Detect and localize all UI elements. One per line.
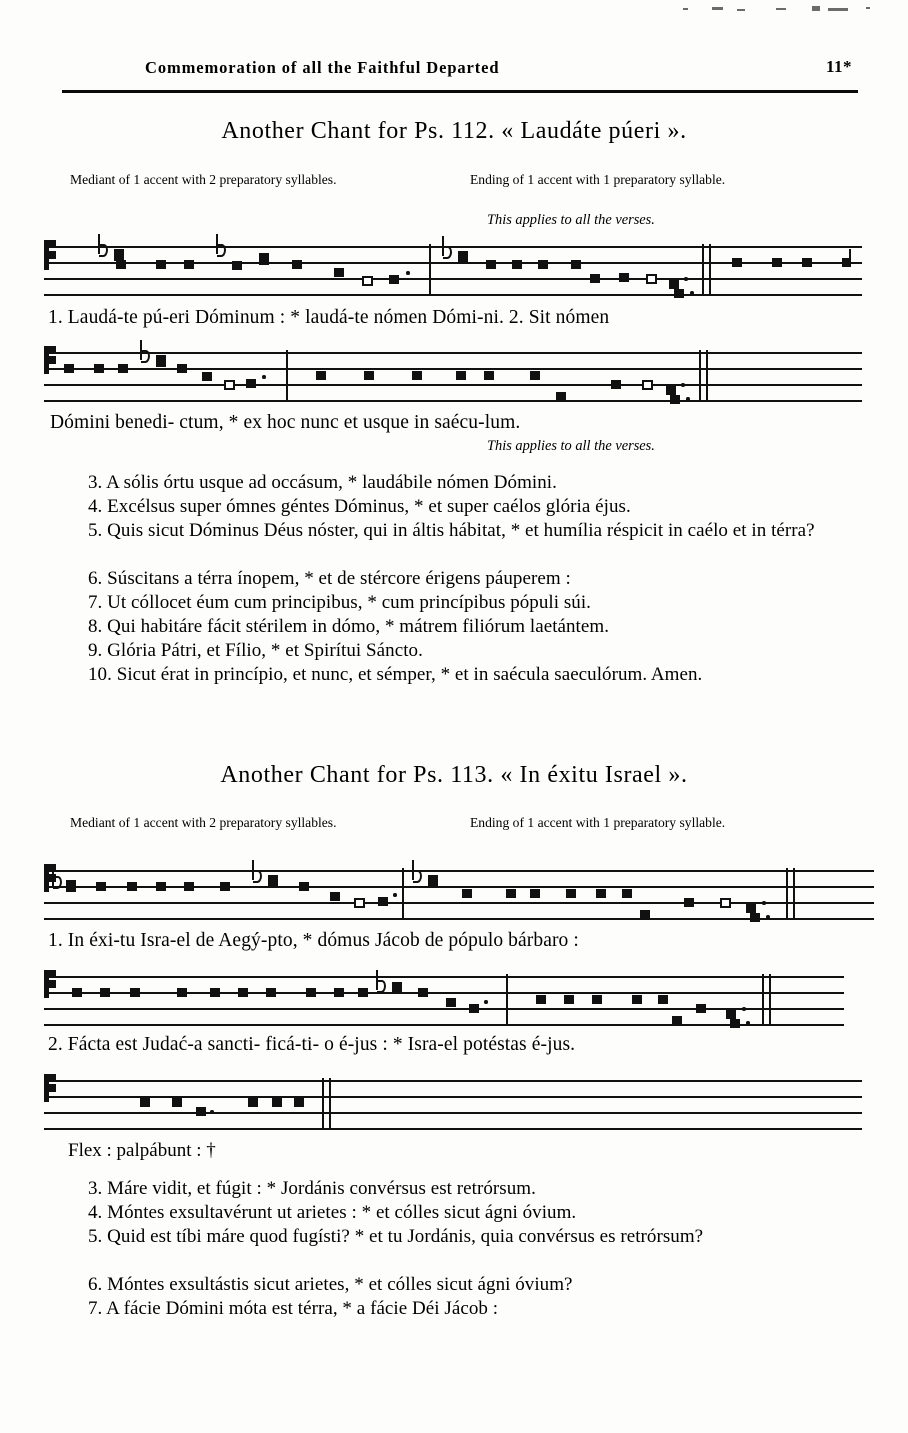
neume-punctum bbox=[536, 995, 546, 1004]
neume-punctum bbox=[184, 882, 194, 891]
punctum-mora-dot bbox=[210, 1110, 214, 1114]
neume-punctum bbox=[658, 995, 668, 1004]
staff-line bbox=[44, 1080, 862, 1082]
neume-punctum bbox=[64, 364, 74, 373]
staff-line bbox=[44, 870, 874, 872]
punctum-mora-dot bbox=[393, 893, 397, 897]
chant-text-ps112-line2: Dómini benedi- ctum, * ex hoc nunc et usque in saécu-lum. bbox=[50, 412, 521, 433]
neume-punctum bbox=[684, 898, 694, 907]
neume-punctum bbox=[358, 988, 368, 997]
page-number: 11* bbox=[825, 57, 852, 76]
barline-divisio bbox=[286, 350, 288, 402]
neume-punctum bbox=[458, 251, 468, 263]
barline-divisio bbox=[506, 974, 508, 1026]
neume-punctum bbox=[246, 379, 256, 388]
staff-line bbox=[44, 400, 862, 402]
neume-punctum bbox=[802, 258, 812, 267]
neume-punctum bbox=[596, 889, 606, 898]
neume-punctum bbox=[622, 889, 632, 898]
neume-punctum bbox=[238, 988, 248, 997]
running-header bbox=[60, 58, 860, 88]
neume-punctum bbox=[772, 258, 782, 267]
psalm-verse: 10. Sicut érat in princípio, et nunc, et sémper, * et in saécula saeculórum. Amen. bbox=[88, 664, 703, 685]
neume-punctum bbox=[611, 380, 621, 389]
neume-punctum bbox=[556, 392, 566, 401]
scan-speckle bbox=[866, 7, 870, 9]
neume-punctum bbox=[392, 982, 402, 994]
staff-line bbox=[44, 246, 862, 248]
neume-punctum bbox=[378, 897, 388, 906]
flat-sign-icon bbox=[140, 340, 148, 360]
chant-staff-2 bbox=[44, 344, 862, 406]
neume-punctum bbox=[156, 355, 166, 367]
psalm-verse: 8. Qui habitáre fácit stérilem in dómo, * mátrem filiórum laetántem. bbox=[88, 616, 609, 637]
psalm-verse: 7. A fácie Dómini móta est térra, * a fácie Déi Jácob : bbox=[88, 1298, 499, 1319]
double-barline bbox=[706, 350, 708, 402]
page-title: Commemoration of all the Faithful Departed bbox=[145, 58, 500, 77]
neume-punctum bbox=[184, 260, 194, 269]
psalm-verse: 6. Súscitans a térra ínopem, * et de stércore érigens páuperem : bbox=[88, 568, 571, 589]
staff-line bbox=[44, 384, 862, 386]
neume-punctum bbox=[96, 882, 106, 891]
punctum-mora-dot bbox=[684, 277, 688, 281]
neume-punctum bbox=[512, 260, 522, 269]
neume-punctum bbox=[316, 371, 326, 380]
psalm-verse: 5. Quis sicut Dóminus Déus nóster, qui in áltis hábitat, * et humília réspicit in caélo et in térra? bbox=[88, 520, 815, 541]
applies-note-ps112-a: This applies to all the verses. bbox=[487, 212, 655, 228]
psalm-verse: 5. Quid est tíbi máre quod fugísti? * et tu Jordánis, quia convérsus es retrórsum? bbox=[88, 1226, 704, 1247]
chant-staff-4 bbox=[44, 968, 844, 1030]
neume-punctum bbox=[177, 364, 187, 373]
neume-punctum bbox=[248, 1098, 258, 1107]
neume-punctum bbox=[118, 364, 128, 373]
neume-punctum bbox=[94, 364, 104, 373]
rubric-mediant-ps112: Mediant of 1 accent with 2 preparatory syllables. bbox=[70, 172, 337, 187]
neume-punctum bbox=[746, 904, 756, 913]
neume-punctum bbox=[412, 371, 422, 380]
punctum-mora-dot bbox=[766, 915, 770, 919]
punctum-mora-dot bbox=[690, 291, 694, 295]
chant-staff-3 bbox=[44, 862, 874, 924]
neume-punctum bbox=[334, 268, 344, 277]
psalm-verse: 7. Ut cóllocet éum cum prinсipibus, * cum princípibus pópuli súi. bbox=[88, 592, 591, 613]
header-divider bbox=[62, 90, 858, 93]
staff-line bbox=[44, 294, 862, 296]
neume-punctum bbox=[640, 910, 650, 919]
neume-punctum bbox=[469, 1004, 479, 1013]
neume-punctum bbox=[116, 260, 126, 269]
neume-punctum bbox=[127, 882, 137, 891]
neume-punctum-cavum bbox=[354, 898, 365, 908]
staff-line bbox=[44, 352, 862, 354]
scan-speckle bbox=[776, 8, 786, 10]
neume-punctum bbox=[619, 273, 629, 282]
staff-line bbox=[44, 886, 874, 888]
chant-text-ps112-line1: 1. Laudá-te pú-eri Dóminum : * laudá-te nómen Dómi-ni. 2. Sit nómen bbox=[48, 307, 610, 328]
neume-punctum bbox=[456, 371, 466, 380]
neume-punctum bbox=[696, 1004, 706, 1013]
neume-punctum bbox=[538, 260, 548, 269]
neume-punctum bbox=[389, 275, 399, 284]
neume-punctum-cavum bbox=[224, 380, 235, 390]
section-title-ps113: Another Chant for Ps. 113. « In éxitu Israel ». bbox=[220, 762, 688, 788]
neume-punctum bbox=[232, 261, 242, 270]
flat-sign-icon bbox=[216, 234, 224, 254]
neume-punctum bbox=[268, 875, 278, 887]
double-barline bbox=[709, 244, 711, 296]
scan-speckle bbox=[712, 7, 723, 10]
double-barline bbox=[322, 1078, 324, 1130]
applies-note-ps112-b: This applies to all the verses. bbox=[487, 438, 655, 454]
staff-line bbox=[44, 278, 862, 280]
scan-speckle bbox=[683, 8, 688, 10]
double-barline bbox=[762, 974, 764, 1026]
neume-punctum bbox=[266, 988, 276, 997]
neume-punctum bbox=[726, 1010, 736, 1019]
neume-punctum bbox=[156, 882, 166, 891]
staff-line bbox=[44, 1096, 862, 1098]
neume-punctum bbox=[590, 274, 600, 283]
neume-punctum bbox=[292, 260, 302, 269]
punctum-mora-dot bbox=[681, 383, 685, 387]
staff-line bbox=[44, 1112, 862, 1114]
psalm-verse: 9. Glória Pátri, et Fílio, * et Spirítui Sáncto. bbox=[88, 640, 423, 661]
neume-punctum bbox=[506, 889, 516, 898]
neume-punctum bbox=[592, 995, 602, 1004]
punctum-mora-dot bbox=[742, 1007, 746, 1011]
neume-punctum bbox=[484, 371, 494, 380]
chant-staff-5-flex bbox=[44, 1072, 862, 1134]
neume-punctum bbox=[172, 1098, 182, 1107]
neume-punctum bbox=[446, 998, 456, 1007]
double-barline bbox=[793, 868, 795, 920]
neume-punctum bbox=[299, 882, 309, 891]
flat-sign-icon bbox=[412, 860, 420, 880]
rubric-mediant-ps113: Mediant of 1 accent with 2 preparatory syllables. bbox=[70, 815, 337, 830]
neume-punctum bbox=[428, 875, 438, 887]
neume-punctum bbox=[330, 892, 340, 901]
staff-line bbox=[44, 1008, 844, 1010]
neume-punctum bbox=[294, 1098, 304, 1107]
double-barline bbox=[769, 974, 771, 1026]
neume-punctum bbox=[730, 1019, 740, 1028]
neume-punctum bbox=[202, 372, 212, 381]
neume-punctum-cavum bbox=[362, 276, 373, 286]
neume-punctum bbox=[66, 880, 76, 892]
neume-punctum bbox=[210, 988, 220, 997]
neume-punctum bbox=[530, 371, 540, 380]
staff-line bbox=[44, 992, 844, 994]
scan-speckle bbox=[828, 8, 848, 11]
neume-punctum bbox=[306, 988, 316, 997]
neume-punctum bbox=[486, 260, 496, 269]
psalm-verse: 3. Máre vidit, et fúgit : * Jordánis convérsus est retrórsum. bbox=[88, 1178, 536, 1199]
neume-punctum bbox=[418, 988, 428, 997]
flat-sign-icon bbox=[98, 234, 106, 254]
flex-line-ps113: Flex : palpábunt : † bbox=[68, 1140, 216, 1161]
punctum-mora-dot bbox=[484, 1000, 488, 1004]
neume-punctum-cavum bbox=[642, 380, 653, 390]
scan-speckle bbox=[737, 9, 745, 11]
neume-punctum bbox=[732, 258, 742, 267]
staff-line bbox=[44, 1024, 844, 1026]
rubric-ending-ps112: Ending of 1 accent with 1 preparatory syllable. bbox=[470, 172, 726, 187]
neume-punctum bbox=[100, 988, 110, 997]
chant-staff-1 bbox=[44, 236, 862, 306]
flat-sign-icon bbox=[52, 866, 60, 886]
punctum-mora-dot bbox=[406, 271, 410, 275]
neume-punctum bbox=[72, 988, 82, 997]
neume-punctum bbox=[670, 395, 680, 404]
punctum-mora-dot bbox=[686, 397, 690, 401]
neume-punctum bbox=[672, 1016, 682, 1025]
neume-punctum bbox=[750, 913, 760, 922]
neume-punctum bbox=[530, 889, 540, 898]
neume-punctum-cavum bbox=[646, 274, 657, 284]
neume-punctum bbox=[564, 995, 574, 1004]
neume-punctum bbox=[666, 386, 676, 395]
neume-punctum bbox=[566, 889, 576, 898]
flat-sign-icon bbox=[442, 236, 450, 256]
psalm-verse: 3. A sólis órtu usque ad occásum, * laudábile nómen Dómini. bbox=[88, 472, 557, 493]
neume-punctum bbox=[196, 1107, 206, 1116]
neume-punctum bbox=[272, 1098, 282, 1107]
neume-punctum bbox=[364, 371, 374, 380]
flat-sign-icon bbox=[252, 860, 260, 880]
neume-punctum bbox=[177, 988, 187, 997]
double-barline bbox=[329, 1078, 331, 1130]
staff-line bbox=[44, 368, 862, 370]
psalm-verse: 4. Móntes exsultavérunt ut arietes : * et cólles sicut ágni óvium. bbox=[88, 1202, 577, 1223]
barline-divisio bbox=[429, 244, 431, 296]
double-barline bbox=[702, 244, 704, 296]
neume-punctum bbox=[334, 988, 344, 997]
section-title-ps112: Another Chant for Ps. 112. « Laudáte púeri ». bbox=[221, 118, 687, 144]
chant-text-ps113-line1: 1. In éxi-tu Isra-el de Aegý-pto, * dómus Jácob de pópulo bárbaro : bbox=[48, 930, 579, 951]
flat-sign-icon bbox=[376, 970, 384, 990]
scan-speckle bbox=[812, 6, 820, 11]
psalm-verse: 4. Excélsus super ómnes géntes Dóminus, * et super caélos glória éjus. bbox=[88, 496, 631, 517]
barline-divisio bbox=[402, 868, 404, 920]
neume-punctum bbox=[220, 882, 230, 891]
punctum-mora-dot bbox=[762, 901, 766, 905]
neume-punctum-cavum bbox=[720, 898, 731, 908]
punctum-mora-dot bbox=[746, 1021, 750, 1025]
psalm-verse: 6. Móntes exsultástis sicut arietes, * et cólles sicut ágni óvium? bbox=[88, 1274, 573, 1295]
chant-text-ps113-line2: 2. Fácta est Judać-a sancti- ficá-ti- o é-jus : * Isra-el potéstas é-jus. bbox=[48, 1034, 576, 1055]
neume-punctum bbox=[462, 889, 472, 898]
neume-punctum bbox=[140, 1098, 150, 1107]
rubric-ending-ps113: Ending of 1 accent with 1 preparatory syllable. bbox=[470, 815, 726, 830]
staff-line bbox=[44, 1128, 862, 1130]
neume-punctum bbox=[156, 260, 166, 269]
neume-punctum bbox=[674, 289, 684, 298]
neume-punctum bbox=[130, 988, 140, 997]
neume-punctum bbox=[669, 280, 679, 289]
staff-line bbox=[44, 976, 844, 978]
neume-punctum bbox=[259, 253, 269, 265]
double-barline bbox=[699, 350, 701, 402]
double-barline bbox=[786, 868, 788, 920]
neume-punctum bbox=[632, 995, 642, 1004]
neume-punctum bbox=[571, 260, 581, 269]
punctum-mora-dot bbox=[262, 375, 266, 379]
